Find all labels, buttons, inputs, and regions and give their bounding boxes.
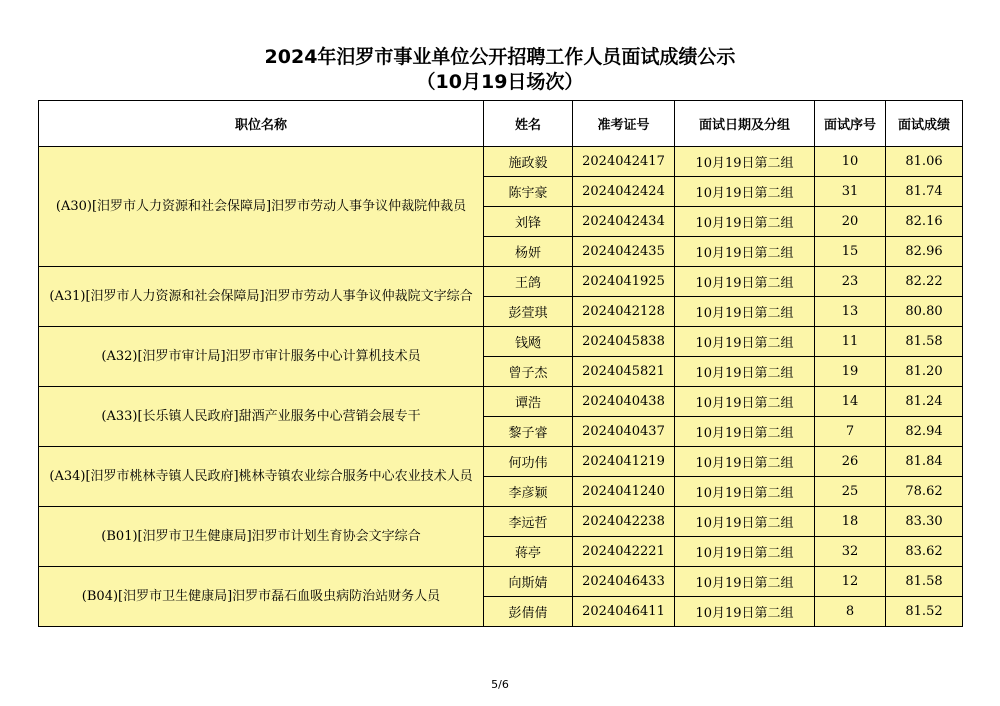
cell-position: (A33)[长乐镇人民政府]甜酒产业服务中心营销会展专干 [39,387,484,447]
cell-date-group: 10月19日第二组 [675,357,815,387]
cell-date-group: 10月19日第二组 [675,237,815,267]
cell-name: 曾子杰 [484,357,573,387]
cell-date-group: 10月19日第二组 [675,477,815,507]
cell-name: 施政毅 [484,147,573,177]
table-row [39,147,963,177]
cell-score: 81.52 [886,597,963,627]
table-row [39,567,963,597]
cell-score: 81.74 [886,177,963,207]
cell-exam-id: 2024045838 [573,327,675,357]
table-row [39,267,963,297]
table-row [39,447,963,477]
cell-date-group: 10月19日第二组 [675,147,815,177]
cell-seq: 18 [815,507,886,537]
cell-seq: 11 [815,327,886,357]
cell-name: 钱飏 [484,327,573,357]
header-name: 姓名 [484,101,573,147]
cell-score: 80.80 [886,297,963,327]
cell-score: 82.16 [886,207,963,237]
cell-date-group: 10月19日第二组 [675,597,815,627]
cell-position: (B01)[汨罗市卫生健康局]汨罗市计划生育协会文字综合 [39,507,484,567]
cell-score: 82.22 [886,267,963,297]
cell-score: 81.58 [886,327,963,357]
cell-name: 陈宇豪 [484,177,573,207]
cell-position: (A32)[汨罗市审计局]汨罗市审计服务中心计算机技术员 [39,327,484,387]
cell-exam-id: 2024042435 [573,237,675,267]
page-title: 2024年汨罗市事业单位公开招聘工作人员面试成绩公示 [264,46,736,68]
cell-seq: 19 [815,357,886,387]
cell-seq: 23 [815,267,886,297]
cell-score: 81.58 [886,567,963,597]
table-row [39,507,963,537]
cell-score: 82.94 [886,417,963,447]
cell-name: 黎子睿 [484,417,573,447]
cell-name: 彭萱琪 [484,297,573,327]
cell-date-group: 10月19日第二组 [675,327,815,357]
cell-name: 李远哲 [484,507,573,537]
cell-score: 81.20 [886,357,963,387]
cell-date-group: 10月19日第二组 [675,297,815,327]
cell-seq: 13 [815,297,886,327]
cell-date-group: 10月19日第二组 [675,567,815,597]
cell-position: (A31)[汨罗市人力资源和社会保障局]汨罗市劳动人事争议仲裁院文字综合 [39,267,484,327]
cell-score: 81.06 [886,147,963,177]
cell-exam-id: 2024046411 [573,597,675,627]
table-row [39,387,963,417]
cell-score: 78.62 [886,477,963,507]
cell-exam-id: 2024041219 [573,447,675,477]
cell-seq: 31 [815,177,886,207]
cell-score: 83.62 [886,537,963,567]
cell-name: 杨妍 [484,237,573,267]
cell-seq: 26 [815,447,886,477]
cell-date-group: 10月19日第二组 [675,537,815,567]
cell-seq: 14 [815,387,886,417]
cell-seq: 12 [815,567,886,597]
cell-date-group: 10月19日第二组 [675,507,815,537]
cell-name: 何功伟 [484,447,573,477]
cell-exam-id: 2024046433 [573,567,675,597]
cell-score: 82.96 [886,237,963,267]
cell-position: (B04)[汨罗市卫生健康局]汨罗市磊石血吸虫病防治站财务人员 [39,567,484,627]
cell-name: 向斯婧 [484,567,573,597]
cell-date-group: 10月19日第二组 [675,447,815,477]
header-date-group: 面试日期及分组 [675,101,815,147]
header-score: 面试成绩 [886,101,963,147]
cell-exam-id: 2024040437 [573,417,675,447]
cell-seq: 10 [815,147,886,177]
cell-exam-id: 2024040438 [573,387,675,417]
cell-seq: 8 [815,597,886,627]
cell-date-group: 10月19日第二组 [675,267,815,297]
cell-seq: 20 [815,207,886,237]
cell-score: 81.84 [886,447,963,477]
cell-name: 谭浩 [484,387,573,417]
cell-name: 彭倩倩 [484,597,573,627]
cell-name: 李彦颖 [484,477,573,507]
cell-position: (A30)[汨罗市人力资源和社会保障局]汨罗市劳动人事争议仲裁院仲裁员 [39,147,484,267]
cell-seq: 15 [815,237,886,267]
cell-exam-id: 2024042128 [573,297,675,327]
cell-exam-id: 2024042434 [573,207,675,237]
cell-exam-id: 2024042221 [573,537,675,567]
cell-exam-id: 2024042238 [573,507,675,537]
header-seq: 面试序号 [815,101,886,147]
page-number: 5/6 [491,678,509,691]
cell-date-group: 10月19日第二组 [675,177,815,207]
cell-name: 蒋亭 [484,537,573,567]
header-position: 职位名称 [39,101,484,147]
cell-score: 81.24 [886,387,963,417]
cell-seq: 7 [815,417,886,447]
cell-seq: 25 [815,477,886,507]
cell-exam-id: 2024042424 [573,177,675,207]
header-exam-id: 准考证号 [573,101,675,147]
cell-date-group: 10月19日第二组 [675,417,815,447]
cell-exam-id: 2024041925 [573,267,675,297]
cell-date-group: 10月19日第二组 [675,387,815,417]
cell-seq: 32 [815,537,886,567]
cell-date-group: 10月19日第二组 [675,207,815,237]
score-table [38,100,963,627]
table-row [39,327,963,357]
cell-name: 王鸽 [484,267,573,297]
cell-exam-id: 2024045821 [573,357,675,387]
cell-name: 刘锋 [484,207,573,237]
cell-position: (A34)[汨罗市桃林寺镇人民政府]桃林寺镇农业综合服务中心农业技术人员 [39,447,484,507]
cell-score: 83.30 [886,507,963,537]
page-subtitle: （10月19日场次） [416,71,584,93]
table-body [39,147,963,627]
table-header-row [39,101,963,147]
cell-exam-id: 2024041240 [573,477,675,507]
cell-exam-id: 2024042417 [573,147,675,177]
